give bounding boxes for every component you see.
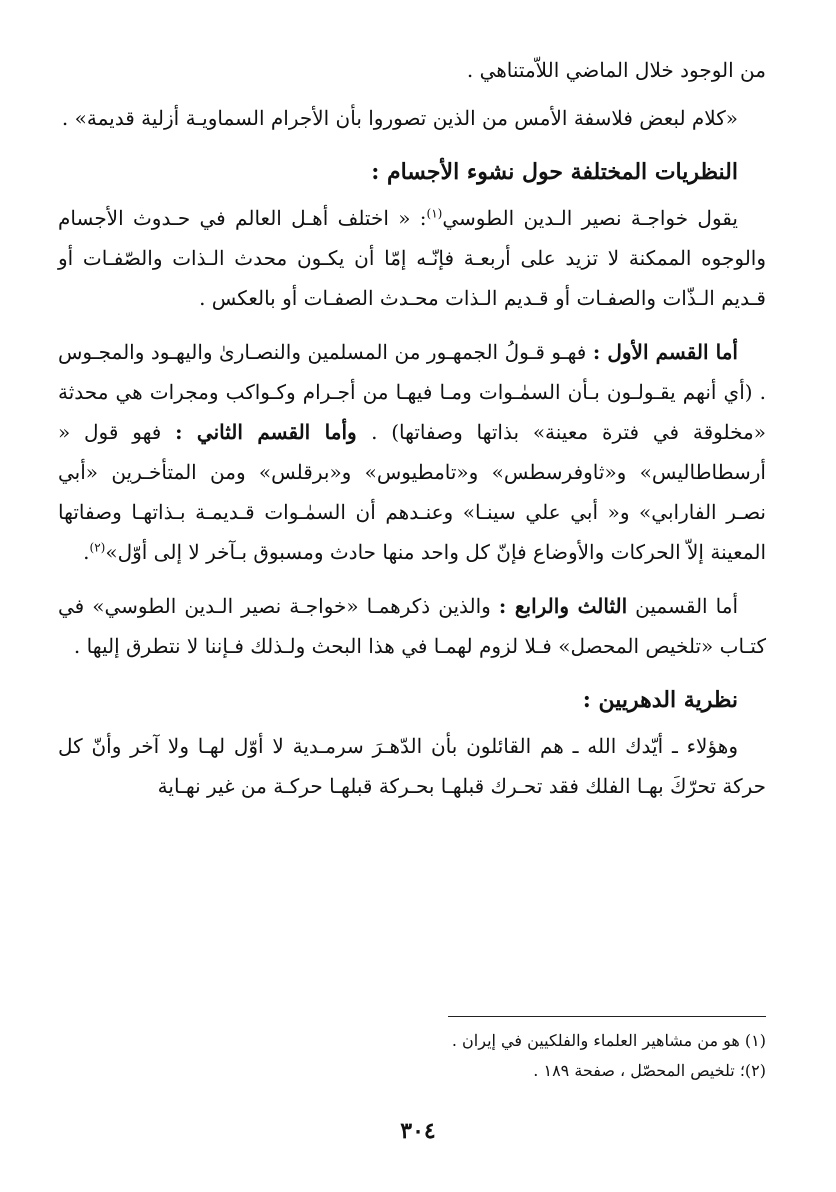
footnote-ref-1: (١) (426, 206, 443, 221)
section-heading-dahriyyin: نظرية الدهريين : (582, 687, 738, 713)
text-run: : « اختلف أهـل العالم في حـدوث الأجسام والوجوه الممكنة لا تزيد على أربعـة فإنّـه إمّا أن يكـون محدث الـذات والصّفـات أو قـديم الـذّات والصفـات أو قـديم الـذات محـدث الصفـات أو بالعكس . (58, 206, 766, 310)
text-run: فهـو قـولُ الجمهـور من المسلمين والنصـارىٰ واليهـود والمجـوس . (أي أنهم يقـولـون بـأن السمٰـوات ومـا فيهـا من أجـرام وكـواكب ومجرات هي محدثة «مخلوقة في فترة معينة» بذاتها وصفاتها) . (58, 340, 766, 444)
first-section-label: أما القسم الأول : (592, 340, 738, 364)
third-fourth-section-label: الثالث والرابع : (498, 594, 628, 618)
footnote-2: (٢)؛ تلخيص المحصّل ، صفحة ١٨٩ . (533, 1061, 766, 1080)
paragraph-third-fourth-sections (58, 586, 766, 666)
footnote-1: (١) هو من مشاهير العلماء والفلكيين في إيران . (451, 1031, 766, 1050)
paragraph-quote: «كلام لبعض فلاسفة الأمس من الذين تصوروا بأن الأجرام السماويـة أزلية قديمة» . (61, 106, 738, 130)
footnotes (58, 1026, 766, 1086)
paragraph-tusi-quote (58, 198, 766, 318)
text-run: أما القسمين (627, 594, 738, 618)
text-run: يقول خواجـة نصير الـدين الطوسي (442, 206, 738, 230)
footnote-ref-2: (٢) (89, 540, 106, 555)
paragraph-continuation: من الوجود خلال الماضي اللاّمتناهي . (466, 58, 766, 82)
section-heading-theories: النظريات المختلفة حول نشوء الأجسام : (371, 159, 738, 185)
second-section-label: وأما القسم الثاني : (175, 420, 372, 444)
text-run: والذين ذكرهمـا «خواجـة نصير الـدين الطوسي» في كتـاب «تلخيص المحصل» فـلا لزوم لهمـا في هذا البحث ولـذلك فـإننا لا نتطرق إليها . (58, 594, 766, 658)
page-number: ٣٠٤ (400, 1118, 436, 1144)
paragraph-first-second-sections (58, 332, 766, 572)
footnote-divider (448, 1016, 766, 1017)
text-run: فهو قول « أرسطاطاليس» و«ثاوفرسطس» و«تامطيوس» و«برقلس» ومن المتأخـرين «أبي نصـر الفارابي» و« أبي علي سينـا» وعنـدهم أن السمٰـوات قـديمـة بـذاتهـا وصفاتها المعينة إلاّ الحركات والأوضاع فإنّ كل واحد منها حادث ومسبوق بـآخر لا إلى أوّل» (58, 420, 766, 564)
text-run: . (83, 540, 90, 564)
page-body (58, 50, 766, 1192)
paragraph-dahriyyin: وهؤلاء ـ أيّدك الله ـ هم القائلون بأن الدّهـرَ سرمـدية لا أوّل لهـا ولا آخر وأنّ كل حركة تحرّكَ بهـا الفلك فقد تحـرك قبلهـا بحـركة قبلهـا حركـة من غير نهـاية (58, 734, 766, 798)
